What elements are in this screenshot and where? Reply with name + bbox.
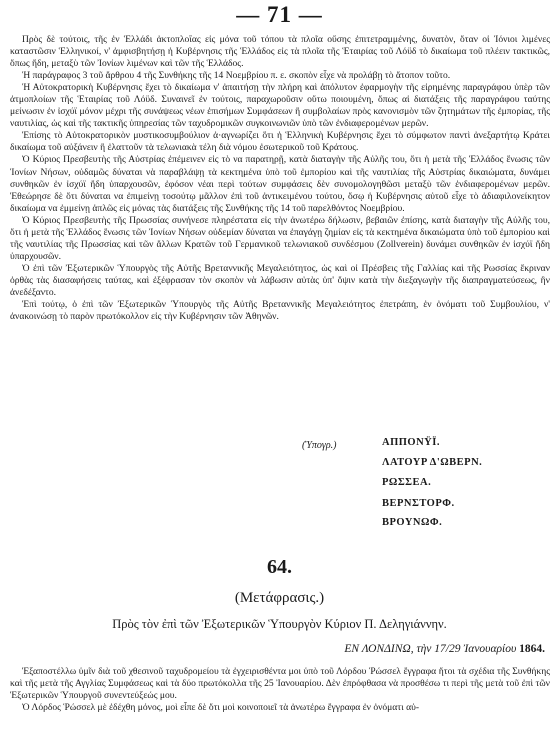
signature-name: ΒΕΡΝΣΤΟΡΦ. (382, 498, 455, 509)
signature-name: ΛΑΤΟΥΡ Δ'ΩΒΕΡΝ. (382, 457, 483, 468)
protocol-paragraph: Ὁ ἐπὶ τῶν Ἐξωτερικῶν Ὑπουργὸς τῆς Αὐτῆς Βρεταννικῆς Μεγαλειότητος, ὡς καὶ οἱ Πρέσβεις τῆς Γαλλίας καὶ τῆς Ρωσσίας ἔκριναν ὀρθὰς τὰς διασαφήσεις ταύτας, καὶ ἐξέφρασαν τὸν σκοπὸν νὰ λάβωσιν αὐτὰς ὑπ' ὄψιν κατὰ τὴν διεξαγωγὴν τῆς διαπραγματεύσεως, ἣν ἀνεδέξαντο. (10, 262, 550, 298)
signature-name: ΑΠΠΟΝΫΪ. (382, 437, 440, 448)
document-kind: (Μετάφρασις.) (234, 590, 325, 606)
protocol-paragraph: Ἐπίσης τὸ Αὐτοκρατορικὸν μυστικοσυμβούλιον ἀ·αγνωρίζει ὅτι ἡ Ἑλληνικὴ Κυβέρνησις ἔχει τὸ σύμφωτον παντὶ ἀνεξαρτήτῳ Κράτει δικαίωμα τοῦ αὐξάνειν ἢ ἐλαττοῦν τὰ τελωνιακὰ τέλη διὰ νόμου ἐσωτερικοῦ τοῦ Κράτους. (10, 130, 550, 154)
letter-paragraph: Ὁ Λόρδος Ῥώσσελ μὲ ἐδέχθη μόνος, μοὶ εἶπε δὲ ὅτι μοὶ κοινοποιεῖ τὰ ἀνωτέρω ἔγγραφα ἐν ὀνόματι αὐ- (22, 702, 420, 714)
dateline-year: 1864. (519, 643, 545, 655)
protocol-paragraph: Ἐπὶ τούτῳ, ὁ ἐπὶ τῶν Ἐξωτερικῶν Ὑπουργὸς τῆς Αὐτῆς Βρεταννικῆς Μεγαλειότητος ἐπετράπη, ἐν ὀνόματι τοῦ Συμβουλίου, ν' ἀνακοινώσῃ τὸ παρὸν πρωτόκολλον εἰς τὴν Κυβέρνησιν τῶν Ἀθηνῶν. (10, 299, 550, 323)
page-number: — 71 — (236, 2, 323, 27)
signature-label: (Ὑπογρ.) (302, 440, 337, 451)
signature-name: ΡΩΣΣΕΑ. (382, 477, 432, 488)
protocol-paragraph: Ὁ Κύριος Πρεσβευτὴς τῆς Αὐστρίας ἐπέμεινεν εἰς τὸ να παρατηρῇ, κατὰ διαταγὴν τῆς Αὐλῆς του, ὅτι ἡ μετὰ τῆς Ἑλλάδος ἕνωσις τῶν Ἰονίων Νήσων, οὐδαμῶς δύναται νὰ παραβλάψῃ τὰ κεκτημένα ὑπὸ τοῦ ἐμπορίου καὶ τῆς ναυτιλίας τῆς Αὐστρίας δικαιώματα, δυνάμει συνθηκῶν ἐν ἰσχύϊ ἤδη ὑπαρχουσῶν, ἐφόσον νέαι περὶ τούτων συμφάσεις δὲν συνομολογηθῶσι μεταξὺ τῶν ἐνδιαφερομένων μερῶν. Ἐθεώρησε δὲ ὅτι δύναται να ἐπιμείνῃ τοσούτῳ μᾶλλον ἐπὶ τοῦ ἀντικειμένου τούτου, ὅσῳ ἡ Κυβέρνησις αὐτοῦ εἶχε τὸ ἀδιαφιλονείκητον δικαίωμα να ἐμμείνῃ ἁπλῶς εἰς μόνας τὰς διατάξεις τῆς Συνθήκης τῆς 14 τοῦ παρελθόντος Νοεμβρίου. (10, 154, 550, 214)
signature-name: ΒΡΟΥΝΩΦ. (382, 517, 443, 528)
letter-text (10, 666, 550, 714)
protocol-paragraph: Ἡ παράγραφος 3 τοῦ ἄρθρου 4 τῆς Συνθήκης τῆς 14 Νοεμβρίου π. ε. σκοπὸν εἶχε νὰ προλάβῃ τὸ ἄτοπον τοῦτο. (22, 70, 451, 82)
document-dateline (344, 643, 545, 655)
letter-paragraph: Ἐξαποστέλλω ὑμῖν διὰ τοῦ χθεσινοῦ ταχυδρομείου τὰ ἐγχειρισθέντα μοι ὑπὸ τοῦ Λόρδου Ῥώσσελ ἔγγραφα ἤτοι τὰ σχέδια τῆς Συνθήκης καὶ τῆς μετὰ τῆς Αγγλίας Συμφάσεως καὶ τὰ δύο πρωτόκολλα τῆς 25 Ἰανουαρίου. Δὲν ἐπρόφθασα νὰ προσθέσω τι περὶ τῆς μετὰ τοῦ ἐπὶ τῶν Ἐξωτερικῶν Ὑπουργοῦ συνεντεύξεώς μου. (10, 666, 550, 702)
document-addressee: Πρὸς τὸν ἐπὶ τῶν Ἐξωτερικῶν Ὑπουργὸν Κύριον Π. Δεληγιάννην. (112, 617, 447, 631)
protocol-text (10, 34, 550, 323)
document-number: 64. (267, 556, 292, 578)
dateline-text: ΕΝ ΛΟΝΔΙΝΩ, τὴν 17/29 Ἰανουαρίου (344, 643, 517, 655)
protocol-paragraph: Ὁ Κύριος Πρεσβευτὴς τῆς Πρωσσίας συνήνεσε πληρέστατα εἰς τὴν ἀνωτέρω δήλωσιν, βεβαιῶν ἐπίσης, κατὰ διαταγὴν τῆς Αὐλῆς του, ὅτι ἡ μετὰ τῆς Ἑλλάδος ἕνωσις τῶν Ἰονίων Νήσων οὐδεμίαν δύναται να ἐπαγάγῃ ζημίαν εἰς τὰ κεκτημένα δικαιώματα ὑπὸ τοῦ ἐμπορίου καὶ τῆς ναυτιλίας τῆς Πρωσσίας καὶ τῶν ἄλλων Κρατῶν τοῦ Γερμανικοῦ τελωνιακοῦ συνδέσμου (Zollverein) δυνάμει συνθηκῶν ἐν ἰσχύϊ ἤδη ὑπαρχουσῶν. (10, 214, 550, 262)
protocol-paragraph: Ἡ Αὐτοκρατορικὴ Κυβέρνησις ἔχει τὸ δικαίωμα ν' ἀπαιτήσῃ τὴν πλήρη καὶ ἀπόλυτον ἐφαρμογὴν τῆς εἰρημένης παραγράφου ὑπὲρ τῶν ἀτμοπλοίων τῆς Ἑταιρίας τοῦ Λόϋδ. Συναινεῖ ἐν τούτοις, παραχωροῦσιν οὕτω ποιουμένη, ὅπως αἱ διατάξεις τῆς παραγράφου ταύτης μείνωσιν ἐν ἰσχύϊ μόνον μέχρι τῆς συνάψεως νέων ἐπισήμων Συμφάσεων ἢ συμβολαίων πρὸς κανονισμὸν τῶν ζητημάτων τῆς ἐμπορίας, τῆς ναυτιλίας, ὡς καὶ τῆς τακτικῆς ὑπηρεσίας τῶν ταχυδρομικῶν συγκοινωνιῶν ὑπὸ τῶν ἐνδιαφερομένων μερῶν. (10, 82, 550, 130)
protocol-paragraph: Πρὸς δὲ τούτοις, τῆς ἐν Ἑλλάδι ἀκτοπλοΐας εἰς μόνα τοῦ τόπου τὰ πλοῖα οὔσης ἐπιτετραμμένης, δυνατὸν, ὅταν οἱ Ἰόνιοι λιμένες καταστῶσιν Ἑλληνικοί, ν' ἀμφισβητήσῃ ἡ Κυβέρνησις τῆς Ἑλλάδος εἰς τὰ πλοῖα τῆς Ἑταιρίας τοῦ Λόϋδ τὸ δικαίωμα τοῦ πλέειν τακτικῶς, ὅπως ἤδη, μεταξὺ τῶν Ἰονίων λιμένων καὶ τῶν τῆς Ἑλλάδος. (10, 34, 550, 70)
